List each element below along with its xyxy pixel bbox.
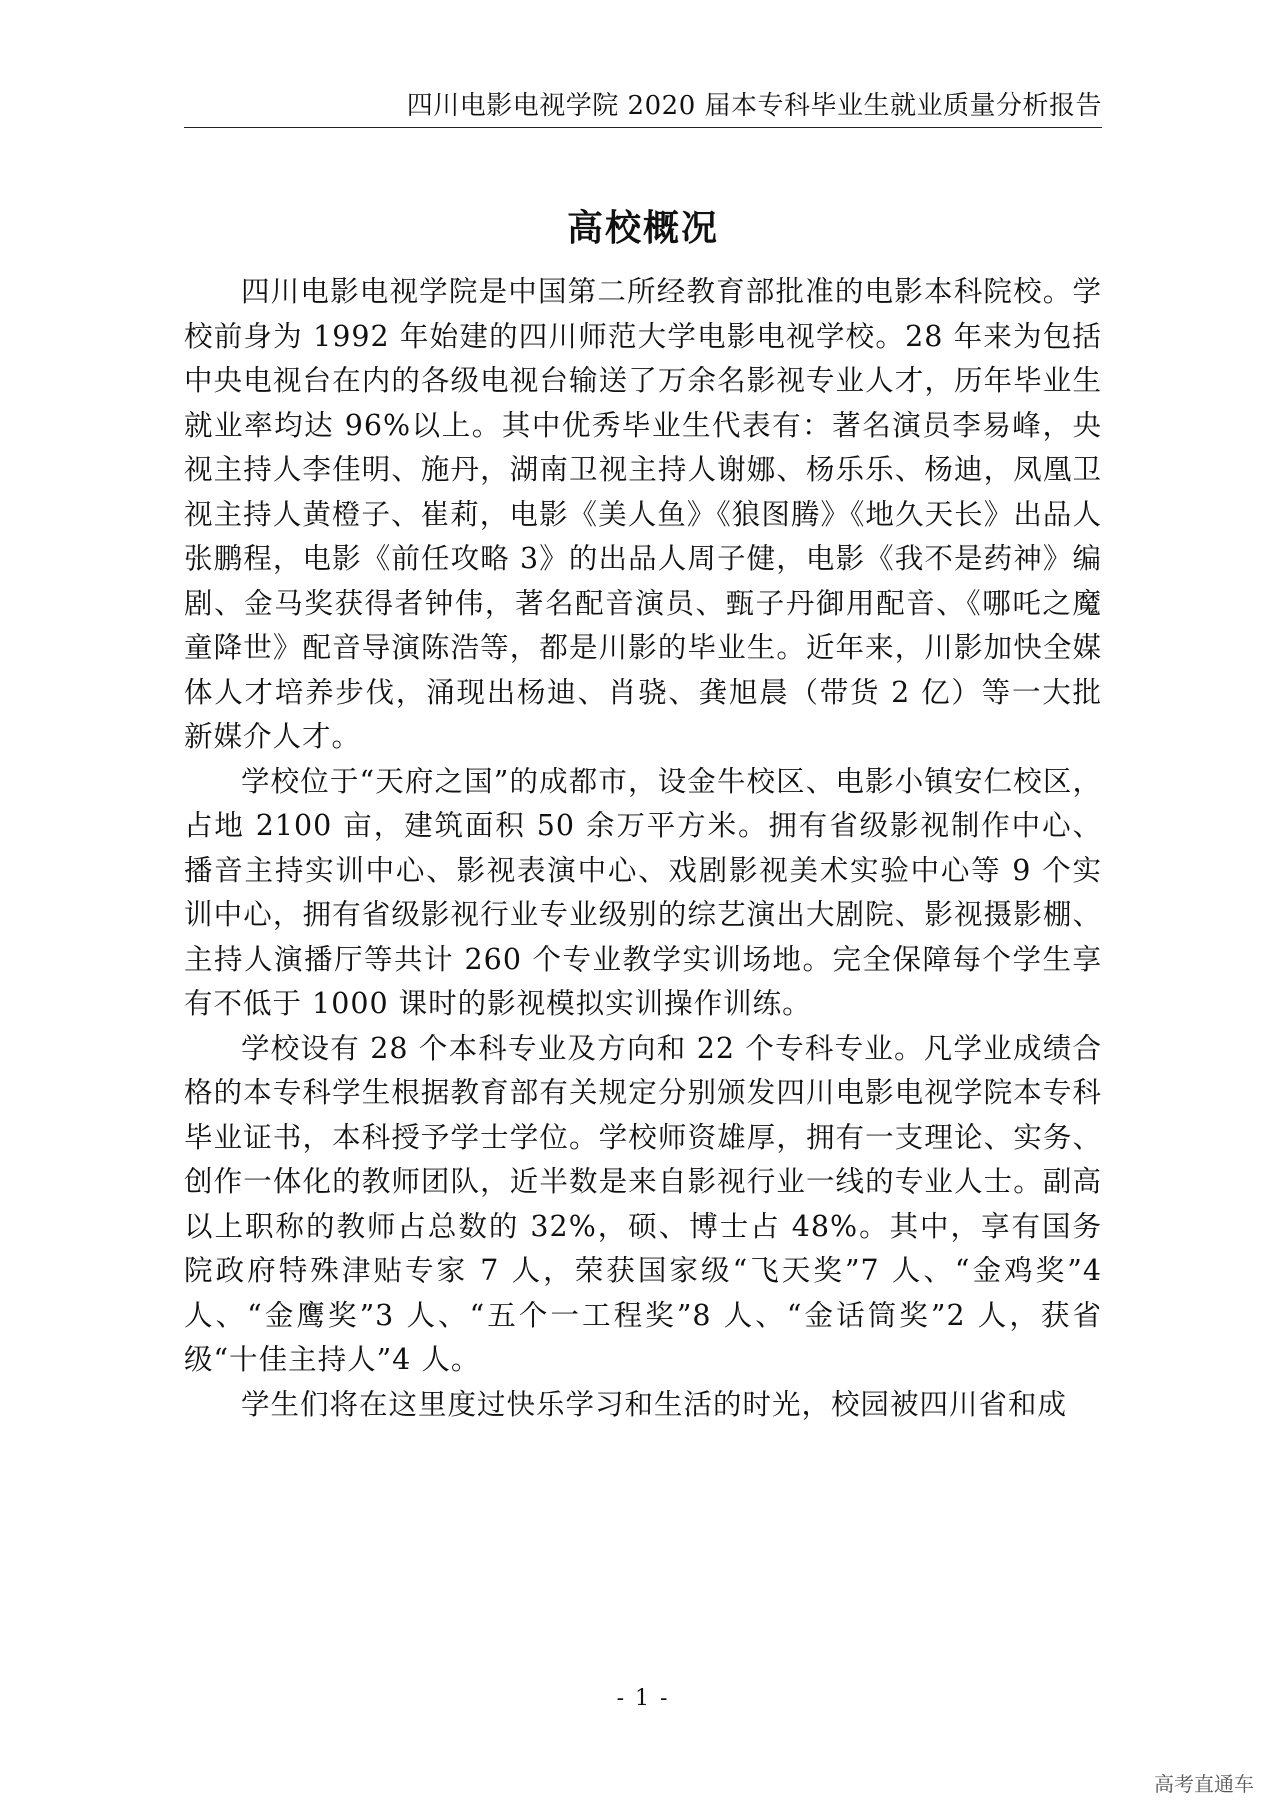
page-title: 高校概况: [566, 208, 719, 249]
paragraph-overview: 四川电影电视学院是中国第二所经教育部批准的电影本科院校。学校前身为 1992 年始建的四川师范大学电影电视学校。28 年来为包括中央电视台在内的各级电视台输送了万余名影视专业人才，历年毕业生就业率均达 96%以上。其中优秀毕业生代表有：著名演员李易峰，央视主持人李佳明、施丹，湖南卫视主持人谢娜、杨乐乐、杨迪，凤凰卫视主持人黄橙子、崔莉，电影《美人鱼》《狼图腾》《地久天长》出品人张鹏程，电影《前任攻略 3》的出品人周子健，电影《我不是药神》编剧、金马奖获得者钟伟，著名配音演员、甄子丹御用配音、《哪吒之魔童降世》配音导演陈浩等，都是川影的毕业生。近年来，川影加快全媒体人才培养步伐，涌现出杨迪、肖骁、龚旭晨（带货 2 亿）等一大批新媒介人才。: [184, 275, 1102, 753]
paragraph-campus: 学校位于“天府之国”的成都市，设金牛校区、电影小镇安仁校区，占地 2100 亩，建筑面积 50 余万平方米。拥有省级影视制作中心、播音主持实训中心、影视表演中心、戏剧影视美术实验中心等 9 个实训中心，拥有省级影视行业专业级别的综艺演出大剧院、影视摄影棚、主持人演播厅等共计 260 个专业教学实训场地。完全保障每个学生享有不低于 1000 课时的影视模拟实训操作训练。: [184, 764, 1102, 1020]
header-divider: [184, 127, 1102, 128]
running-header: 四川电影电视学院 2020 届本专科毕业生就业质量分析报告: [406, 91, 1102, 121]
page-number: - 1 -: [616, 1686, 670, 1711]
paragraph-student-life: 学生们将在这里度过快乐学习和生活的时光，校园被四川省和成: [241, 1387, 1068, 1421]
watermark-text: 高考直通车: [1154, 1772, 1254, 1796]
document-body: [184, 270, 1102, 1427]
paragraph-faculty: 学校设有 28 个本科专业及方向和 22 个专科专业。凡学业成绩合格的本专科学生根据教育部有关规定分别颁发四川电影电视学院本专科毕业证书，本科授予学士学位。学校师资雄厚，拥有一支理论、实务、创作一体化的教师团队，近半数是来自影视行业一线的专业人士。副高以上职称的教师占总数的 32%，硕、博士占 48%。其中，享有国务院政府特殊津贴专家 7 人，荣获国家级“飞天奖”7 人、“金鸡奖”4 人、“金鹰奖”3 人、“五个一工程奖”8 人、“金话筒奖”2 人，获省级“十佳主持人”4 人。: [184, 1031, 1102, 1376]
